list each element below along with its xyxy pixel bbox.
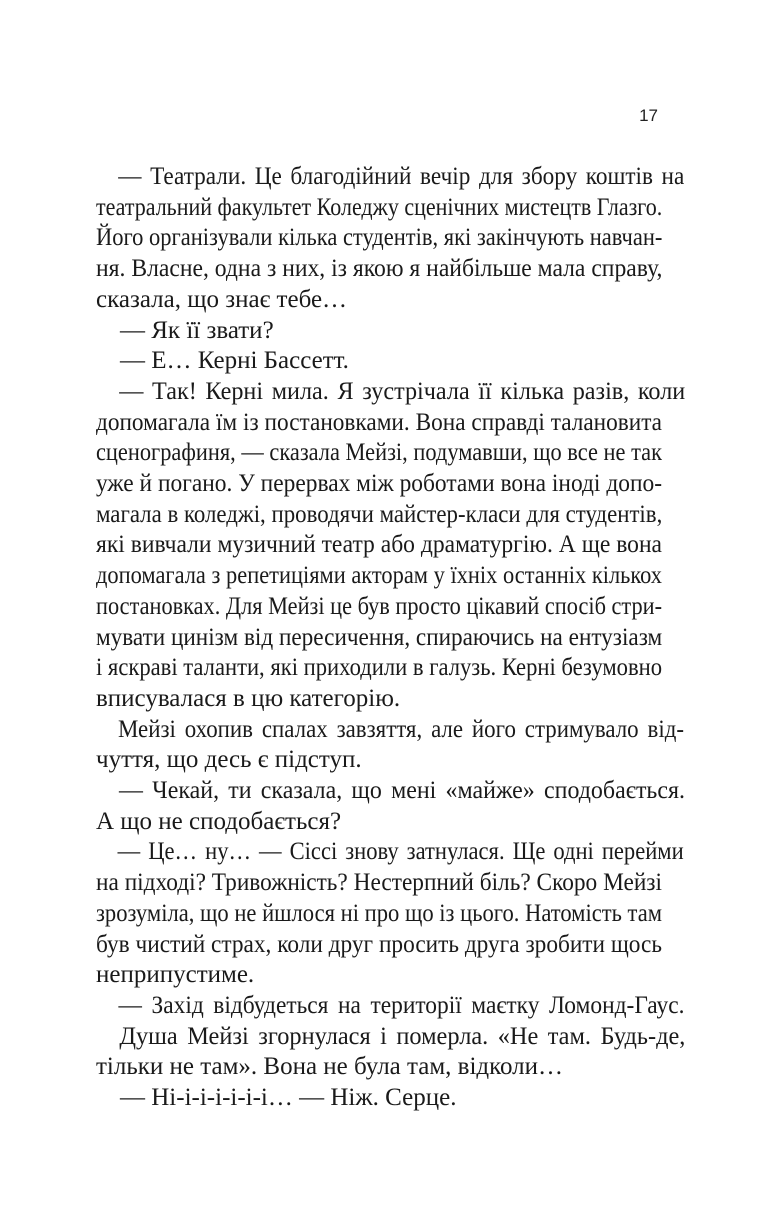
text-line: — Е… Керні Бассетт. [120, 347, 349, 375]
text-line: А що не сподобається? [96, 807, 342, 835]
text-line: допомагала їм із постановками. Вона справді талановита [96, 408, 662, 436]
text-line: постановках. Для Мейзі це був просто цікавий спосіб стри- [96, 592, 662, 620]
text-line: вписувалася в цю категорію. [96, 684, 401, 712]
text-line: Його організували кілька студентів, які закінчують навчан- [96, 224, 663, 252]
text-line: Душа Мейзі згорнулася і померла. «Не там. Будь-де, [119, 1022, 686, 1050]
text-line: був чистий страх, коли друг просить друга зробити щось [96, 930, 662, 958]
text-line: мувати цинізм від пересичення, спираючись на ентузіазм [96, 623, 663, 651]
text-line: — Як її звати? [120, 316, 274, 344]
text-line: — Так! Керні мила. Я зустрічала її кілька разів, коли [119, 377, 686, 405]
text-line: — Чекай, ти сказала, що мені «майже» сподобається. [118, 777, 685, 805]
text-line: Мейзі охопив спалах завзяття, але його стримувало від- [117, 715, 684, 743]
text-line: — Захід відбудеться на території маєтку Ломонд-Гаус. [118, 991, 685, 1019]
text-line: тільки не там». Вона не була там, відколи… [96, 1053, 564, 1081]
text-line: ня. Власне, одна з них, із якою я найбільше мала справу, [96, 255, 663, 283]
text-line: допомагала з репетиціями акторам у їхніх останніх кількох [96, 562, 662, 590]
text-line: магала в коледжі, проводячи майстер-класи для студентів, [96, 500, 663, 528]
text-line: — Ні-і-і-і-і-і-і… — Ніж. Серце. [120, 1084, 457, 1112]
text-line: які вивчали музичний театр або драматургію. А ще вона [96, 531, 662, 559]
text-line: на підході? Тривожність? Нестерпний біль? Скоро Мейзі [96, 869, 662, 897]
text-line: неприпустиме. [96, 961, 255, 989]
text-line: театральний факультет Коледжу сценічних мистецтв Глазго. [96, 193, 663, 221]
text-line: чуття, що десь є підступ. [96, 746, 362, 774]
text-line: — Це… ну… — Сіссі знову затнулася. Ще одні перейми [117, 838, 684, 866]
text-line: сценографиня, — сказала Мейзі, подумавши, що все не так [96, 439, 662, 467]
text-line: — Театрали. Це благодійний вечір для збору коштів на [118, 163, 685, 190]
text-line: і яскраві таланти, які приходили в галузь. Керні безумовно [96, 654, 663, 682]
body-text [96, 162, 686, 1114]
page-number: 17 [639, 106, 658, 125]
text-line: зрозуміла, що не йшлося ні про що із цього. Натомість там [96, 899, 662, 927]
text-line: сказала, що знає тебе… [96, 285, 348, 313]
text-line: уже й погано. У перервах між роботами вона іноді допо- [96, 470, 662, 498]
